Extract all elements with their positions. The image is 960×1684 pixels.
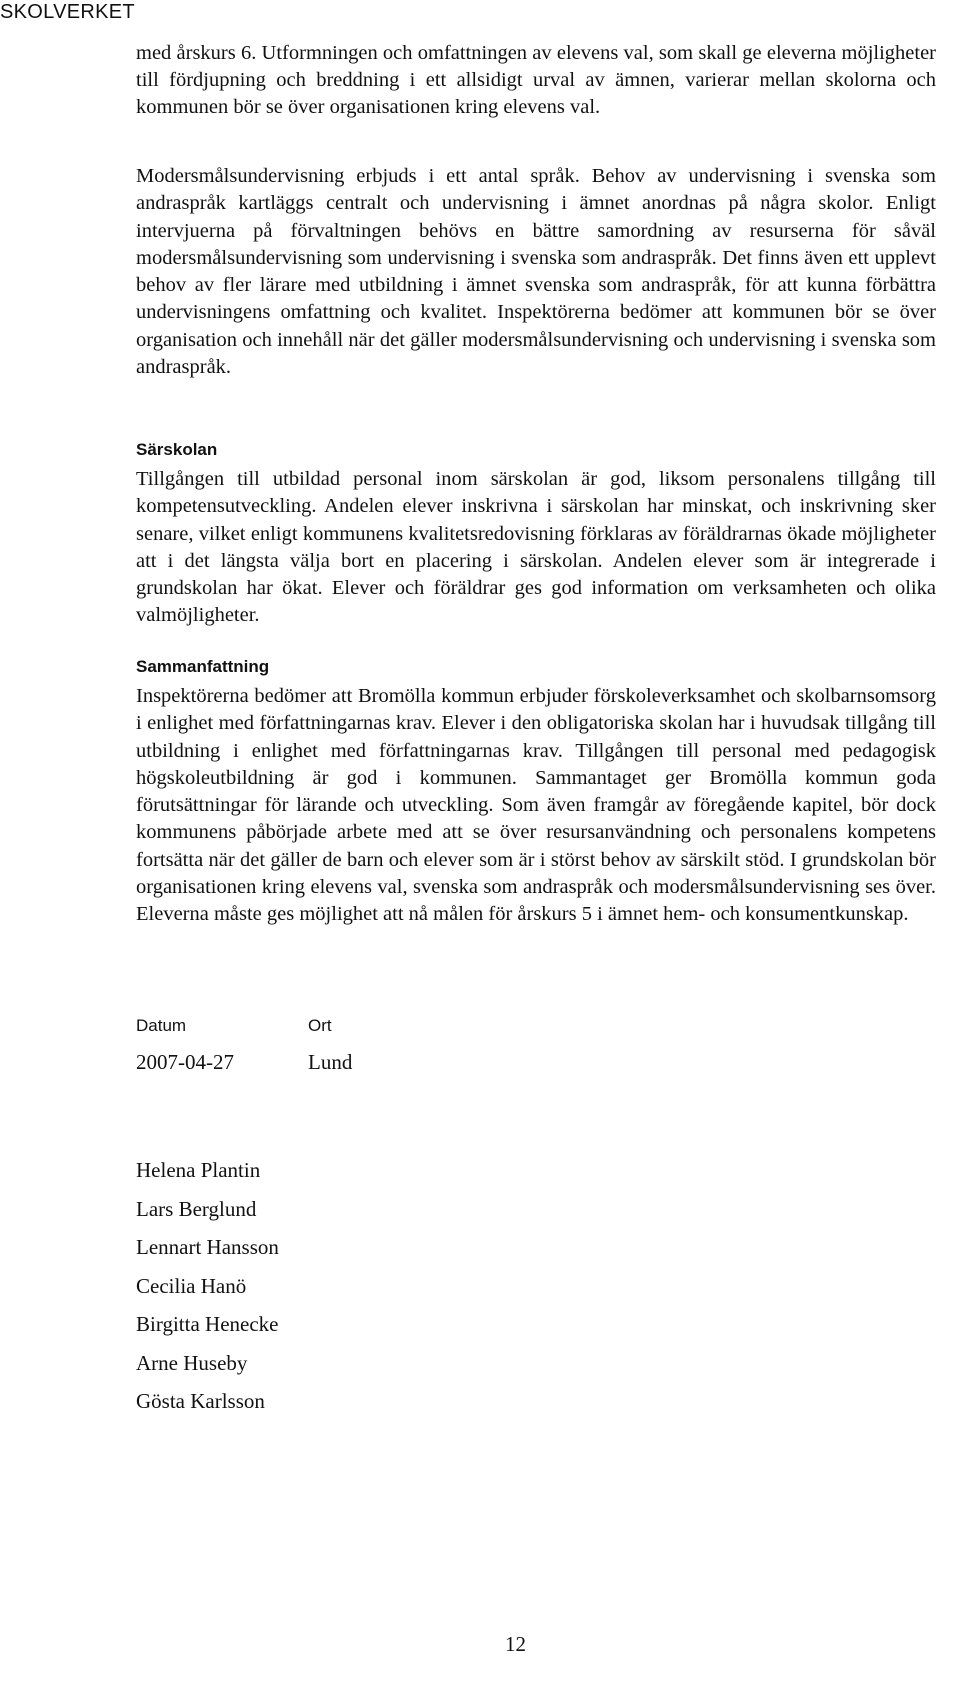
page-header-org: SKOLVERKET	[0, 1, 135, 23]
heading-sammanfattning: Sammanfattning	[136, 657, 270, 676]
sarskolan-paragraph: Tillgången till utbildad personal inom särskolan är god, liksom personalens tillgång till kompetensutveckling. Andelen elever inskrivna i särskolan har minskat, och inskrivning sker senare, vilket enligt kommunens kvalitetsredovisning förklaras av föräldrarnas ökade möjligheter att i det längsta välja bort en placering i särskolan. Andelen elever som är integrerade i grundskolan har ökat. Elever och föräldrar ges god information om verksamheten och olika valmöjligheter.	[136, 468, 936, 627]
body-text	[136, 40, 936, 121]
place-value: Lund	[308, 1050, 353, 1074]
date-label: Datum	[136, 1016, 187, 1035]
inspector-names	[136, 1158, 279, 1428]
inspector-name: Arne Huseby	[136, 1350, 248, 1375]
inspector-name: Gösta Karlsson	[136, 1389, 265, 1413]
intro-paragraph: med årskurs 6. Utformningen och omfattningen av elevens val, som skall ge eleverna möjligheter till fördjupning och breddning i ett allsidigt urval av ämnen, varierar mellan skolorna och kommunen bör se över organisationen kring elevens val.	[136, 42, 936, 118]
inspector-name: Cecilia Hanö	[136, 1273, 247, 1298]
place-label: Ort	[308, 1016, 332, 1035]
mother-tongue-paragraph: Modersmålsundervisning erbjuds i ett antal språk. Behov av undervisning i svenska som andraspråk kartläggs centralt och undervisning i ämnet anordnas på några skolor. Enligt intervjuerna på förvaltningen behövs en bättre samordning av resurserna för såväl modersmålsundervisning som undervisning i svenska som andraspråk. Det finns även ett upplevt behov av fler lärare med utbildning i ämnet svenska som andraspråk, för att kunna förbättra undervisningens omfattning och kvalitet. Inspektörerna bedömer att kommunen bör se över organisation och innehåll när det gäller modersmålsundervisning och undervisning i svenska som andraspråk.	[136, 165, 936, 379]
sammanfattning-paragraph: Inspektörerna bedömer att Bromölla kommun erbjuder förskoleverksamhet och skolbarnsomsorg i enlighet med författningarnas krav. Elever i den obligatoriska skolan har i huvudsak tillgång till utbildning i enlighet med författningarnas krav. Tillgången till personal med pedagogisk högskoleutbildning är god i kommunen. Sammantaget ger Bromölla kommun goda förutsättningar för lärande och utveckling. Som även framgår av föregående kapitel, bör dock kommunens påbörjade arbete med att se över resursanvändning och personalens kompetens fortsätta när det gäller de barn och elever som är i störst behov av särskilt stöd. I grundskolan bör organisationen kring elevens val, svenska som andraspråk och modersmålsundervisning ses över. Eleverna måste ges möjlighet att nå målen för årskurs 5 i ämnet hem- och konsumentkunskap.	[136, 685, 936, 926]
inspector-name: Lars Berglund	[136, 1196, 257, 1221]
page-number: 12	[505, 1632, 526, 1656]
date-value: 2007-04-27	[136, 1050, 234, 1074]
inspector-name: Helena Plantin	[136, 1158, 261, 1182]
inspector-name: Birgitta Henecke	[136, 1312, 279, 1336]
inspector-name: Lennart Hansson	[136, 1235, 279, 1259]
heading-sarskolan: Särskolan	[136, 440, 218, 459]
